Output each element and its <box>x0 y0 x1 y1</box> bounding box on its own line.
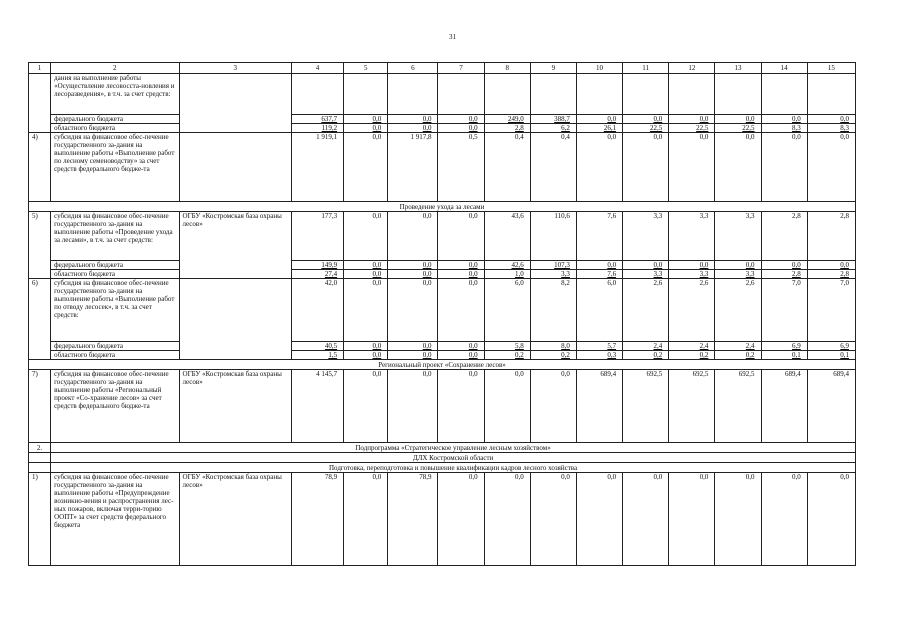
value-cell: 7,0 <box>761 279 807 342</box>
value-cell: 0,0 <box>388 261 438 270</box>
value-cell: 2,6 <box>669 279 715 342</box>
value-cell: 2,6 <box>715 279 761 342</box>
value-cell: 2,8 <box>807 212 855 261</box>
value-cell: 149,9 <box>291 261 343 270</box>
budget-label: областного бюджета <box>51 351 179 360</box>
value-cell: 2,8 <box>761 270 807 279</box>
value-cell: 2,4 <box>623 342 669 351</box>
value-cell: 0,0 <box>576 261 622 270</box>
table-cell <box>576 74 622 115</box>
table-row <box>29 351 856 360</box>
column-header: 12 <box>669 63 715 74</box>
value-cell: 6,9 <box>807 342 855 351</box>
value-cell: 2,8 <box>807 270 855 279</box>
value-cell: 0,0 <box>807 473 855 566</box>
value-cell: 0,1 <box>761 351 807 360</box>
value-cell: 689,4 <box>807 370 855 443</box>
value-cell: 78,9 <box>291 473 343 566</box>
table-cell <box>29 463 51 473</box>
value-cell: 0,0 <box>438 279 484 342</box>
value-cell: 0,0 <box>344 370 388 443</box>
value-cell: 4 145,7 <box>291 370 343 443</box>
value-cell: 0,0 <box>438 370 484 443</box>
value-cell: 6,2 <box>530 124 576 133</box>
value-cell: 0,0 <box>623 133 669 202</box>
value-cell: 0,0 <box>344 261 388 270</box>
value-cell: 0,0 <box>388 342 438 351</box>
value-cell: 0,0 <box>669 115 715 124</box>
value-cell: 0,0 <box>438 351 484 360</box>
value-cell: 42,0 <box>291 279 343 342</box>
value-cell: 0,0 <box>623 473 669 566</box>
column-header: 10 <box>576 63 622 74</box>
table-row <box>29 115 856 124</box>
value-cell: 0,0 <box>530 473 576 566</box>
value-cell: 3,3 <box>530 270 576 279</box>
value-cell: 689,4 <box>576 370 622 443</box>
section-row <box>29 463 856 473</box>
description-cell: субсидия на финансовое обес-печение государственного за-дания на выполнение работы «Региональный проект «Со-хранение лесов» за счет средств федерального бюдже-та <box>51 370 179 443</box>
value-cell: 0,4 <box>484 133 530 202</box>
value-cell: 0,0 <box>807 261 855 270</box>
section-row <box>29 443 856 453</box>
budget-table <box>28 62 856 566</box>
description-cell: субсидия на финансовое обес-печение государственного за-дания на выполнение работы «Выполнение работ по лесному семеноводству» за счет средств федерального бюдже-та <box>51 133 179 202</box>
table-row <box>29 342 856 351</box>
value-cell: 177,3 <box>291 212 343 261</box>
value-cell: 0,1 <box>807 351 855 360</box>
value-cell: 26,1 <box>576 124 622 133</box>
value-cell: 0,0 <box>623 261 669 270</box>
value-cell: 0,0 <box>438 115 484 124</box>
value-cell: 0,0 <box>807 115 855 124</box>
value-cell: 3,3 <box>669 270 715 279</box>
table-cell <box>29 74 51 133</box>
budget-label: федерального бюджета <box>51 261 179 270</box>
section-title: Региональный проект «Сохранение лесов» <box>29 360 856 370</box>
value-cell: 3,3 <box>715 212 761 261</box>
value-cell: 0,0 <box>438 473 484 566</box>
subprogram-number: 2. <box>29 443 51 453</box>
value-cell: 107,3 <box>530 261 576 270</box>
value-cell: 0,0 <box>484 370 530 443</box>
value-cell: 0,0 <box>669 261 715 270</box>
value-cell: 0,0 <box>761 133 807 202</box>
value-cell: 8,0 <box>530 342 576 351</box>
value-cell: 110,6 <box>530 212 576 261</box>
value-cell: 0,0 <box>530 370 576 443</box>
value-cell: 0,0 <box>576 133 622 202</box>
value-cell: 3,3 <box>715 270 761 279</box>
description-cell: дания на выполнение работы «Осуществление лесовосста-новления и лесоразведения», в т.ч. за счет средств: <box>51 74 179 115</box>
item-number: 6) <box>29 279 51 360</box>
column-header: 15 <box>807 63 855 74</box>
value-cell: 0,0 <box>344 212 388 261</box>
column-header: 9 <box>530 63 576 74</box>
value-cell: 0,0 <box>344 473 388 566</box>
value-cell: 692,5 <box>715 370 761 443</box>
value-cell: 2,8 <box>484 124 530 133</box>
value-cell: 119,2 <box>291 124 343 133</box>
value-cell: 0,0 <box>761 473 807 566</box>
value-cell: 0,3 <box>576 351 622 360</box>
value-cell: 388,7 <box>530 115 576 124</box>
budget-label: федерального бюджета <box>51 115 179 124</box>
value-cell: 1,5 <box>291 351 343 360</box>
value-cell: 3,3 <box>669 212 715 261</box>
value-cell: 0,0 <box>344 124 388 133</box>
column-header: 3 <box>179 63 291 74</box>
table-row <box>29 74 856 115</box>
table-cell <box>530 74 576 115</box>
value-cell: 249,0 <box>484 115 530 124</box>
column-header: 7 <box>438 63 484 74</box>
value-cell: 2,6 <box>623 279 669 342</box>
value-cell: 689,4 <box>761 370 807 443</box>
value-cell: 692,5 <box>623 370 669 443</box>
value-cell: 0,2 <box>530 351 576 360</box>
table-cell <box>715 74 761 115</box>
value-cell: 2,4 <box>669 342 715 351</box>
value-cell: 22,5 <box>623 124 669 133</box>
value-cell: 0,2 <box>715 351 761 360</box>
table-cell <box>807 74 855 115</box>
table-row <box>29 370 856 443</box>
value-cell: 637,7 <box>291 115 343 124</box>
value-cell: 0,0 <box>388 115 438 124</box>
value-cell: 0,2 <box>623 351 669 360</box>
value-cell: 0,0 <box>715 133 761 202</box>
value-cell: 8,3 <box>761 124 807 133</box>
value-cell: 0,0 <box>715 261 761 270</box>
value-cell: 1 917,8 <box>388 133 438 202</box>
description-cell: субсидия на финансовое обес-печение государственного за-дания на выполнение работы «Проведение ухода за лесами», в т.ч. за счет средств: <box>51 212 179 261</box>
value-cell: 22,5 <box>715 124 761 133</box>
item-number: 7) <box>29 370 51 443</box>
column-header: 1 <box>29 63 51 74</box>
value-cell: 3,3 <box>623 270 669 279</box>
value-cell: 0,0 <box>438 124 484 133</box>
value-cell: 2,4 <box>715 342 761 351</box>
column-header: 6 <box>388 63 438 74</box>
value-cell: 40,5 <box>291 342 343 351</box>
section-title: Проведение ухода за лесами <box>29 202 856 212</box>
column-header: 4 <box>291 63 343 74</box>
value-cell: 0,0 <box>761 115 807 124</box>
column-header: 13 <box>715 63 761 74</box>
table-row <box>29 124 856 133</box>
table-row <box>29 279 856 342</box>
table-cell <box>438 74 484 115</box>
value-cell: 7,6 <box>576 212 622 261</box>
column-header: 11 <box>623 63 669 74</box>
value-cell: 0,0 <box>761 261 807 270</box>
executor-cell: ОГБУ «Костромская база охраны лесов» <box>179 370 291 443</box>
value-cell: 6,9 <box>761 342 807 351</box>
value-cell: 0,0 <box>669 473 715 566</box>
table-row <box>29 133 856 202</box>
value-cell: 0,0 <box>715 115 761 124</box>
value-cell: 7,0 <box>807 279 855 342</box>
value-cell: 0,0 <box>807 133 855 202</box>
value-cell: 0,0 <box>344 351 388 360</box>
value-cell: 0,0 <box>344 279 388 342</box>
value-cell: 78,9 <box>388 473 438 566</box>
value-cell: 692,5 <box>669 370 715 443</box>
table-cell <box>669 74 715 115</box>
value-cell: 0,0 <box>388 370 438 443</box>
value-cell: 0,0 <box>388 124 438 133</box>
value-cell: 5,7 <box>576 342 622 351</box>
section-row <box>29 360 856 370</box>
value-cell: 0,0 <box>388 351 438 360</box>
value-cell: 0,0 <box>388 212 438 261</box>
column-header: 2 <box>51 63 179 74</box>
item-number: 1) <box>29 473 51 566</box>
page-number: 31 <box>449 33 456 41</box>
value-cell: 6,0 <box>576 279 622 342</box>
value-cell: 5,8 <box>484 342 530 351</box>
column-header: 5 <box>344 63 388 74</box>
table-cell <box>761 74 807 115</box>
section-title: Подготовка, переподготовка и повышение квалификации кадров лесного хозяйства <box>51 463 856 473</box>
item-number: 5) <box>29 212 51 279</box>
value-cell: 43,6 <box>484 212 530 261</box>
value-cell: 0,2 <box>669 351 715 360</box>
table-cell <box>179 279 291 360</box>
value-cell: 0,0 <box>576 473 622 566</box>
budget-label: федерального бюджета <box>51 342 179 351</box>
value-cell: 0,0 <box>715 473 761 566</box>
subprogram-title: Подпрограмма «Стратегическое управление лесным хозяйством» <box>51 443 856 453</box>
value-cell: 0,0 <box>438 270 484 279</box>
section-title: ДЛХ Костромской области <box>51 453 856 463</box>
value-cell: 0,0 <box>344 115 388 124</box>
description-cell: субсидия на финансовое обес-печение государственного за-дания на выполнение работы «Выполнение работ по отводу лесосек», в т.ч. за счет средств: <box>51 279 179 342</box>
executor-cell: ОГБУ «Костромская база охраны лесов» <box>179 212 291 279</box>
value-cell: 0,0 <box>344 133 388 202</box>
value-cell: 0,0 <box>388 279 438 342</box>
value-cell: 1 919,1 <box>291 133 343 202</box>
table-row <box>29 473 856 566</box>
value-cell: 1,0 <box>484 270 530 279</box>
column-header: 8 <box>484 63 530 74</box>
value-cell: 3,3 <box>623 212 669 261</box>
value-cell: 2,8 <box>761 212 807 261</box>
item-number: 4) <box>29 133 51 202</box>
table-cell <box>29 453 51 463</box>
table-cell <box>179 133 291 202</box>
value-cell: 0,4 <box>530 133 576 202</box>
value-cell: 7,6 <box>576 270 622 279</box>
value-cell: 8,3 <box>807 124 855 133</box>
table-cell <box>291 74 343 115</box>
value-cell: 0,2 <box>484 351 530 360</box>
value-cell: 0,0 <box>344 270 388 279</box>
value-cell: 0,0 <box>576 115 622 124</box>
table-row <box>29 261 856 270</box>
value-cell: 27,4 <box>291 270 343 279</box>
table-cell <box>344 74 388 115</box>
value-cell: 0,0 <box>344 342 388 351</box>
table-row <box>29 270 856 279</box>
value-cell: 0,0 <box>623 115 669 124</box>
column-header: 14 <box>761 63 807 74</box>
header-row <box>29 63 856 74</box>
value-cell: 0,0 <box>438 212 484 261</box>
section-row <box>29 453 856 463</box>
budget-label: областного бюджета <box>51 124 179 133</box>
value-cell: 42,6 <box>484 261 530 270</box>
value-cell: 0,5 <box>438 133 484 202</box>
value-cell: 0,0 <box>669 133 715 202</box>
description-cell: субсидия на финансовое обес-печение государственного за-дания на выполнение работы «Предупреждение возникно-вения и распространения лес-ных пожаров, включая терри-торию ООПТ» за счет средств федерального бюджета <box>51 473 179 566</box>
table-cell <box>623 74 669 115</box>
table-cell <box>388 74 438 115</box>
table-cell <box>179 74 291 133</box>
executor-cell: ОГБУ «Костромская база охраны лесов» <box>179 473 291 566</box>
value-cell: 8,2 <box>530 279 576 342</box>
value-cell: 0,0 <box>438 261 484 270</box>
value-cell: 0,0 <box>388 270 438 279</box>
value-cell: 22,5 <box>669 124 715 133</box>
value-cell: 6,0 <box>484 279 530 342</box>
table-cell <box>484 74 530 115</box>
value-cell: 0,0 <box>484 473 530 566</box>
table-row <box>29 212 856 261</box>
section-row <box>29 202 856 212</box>
value-cell: 0,0 <box>438 342 484 351</box>
budget-label: областного бюджета <box>51 270 179 279</box>
